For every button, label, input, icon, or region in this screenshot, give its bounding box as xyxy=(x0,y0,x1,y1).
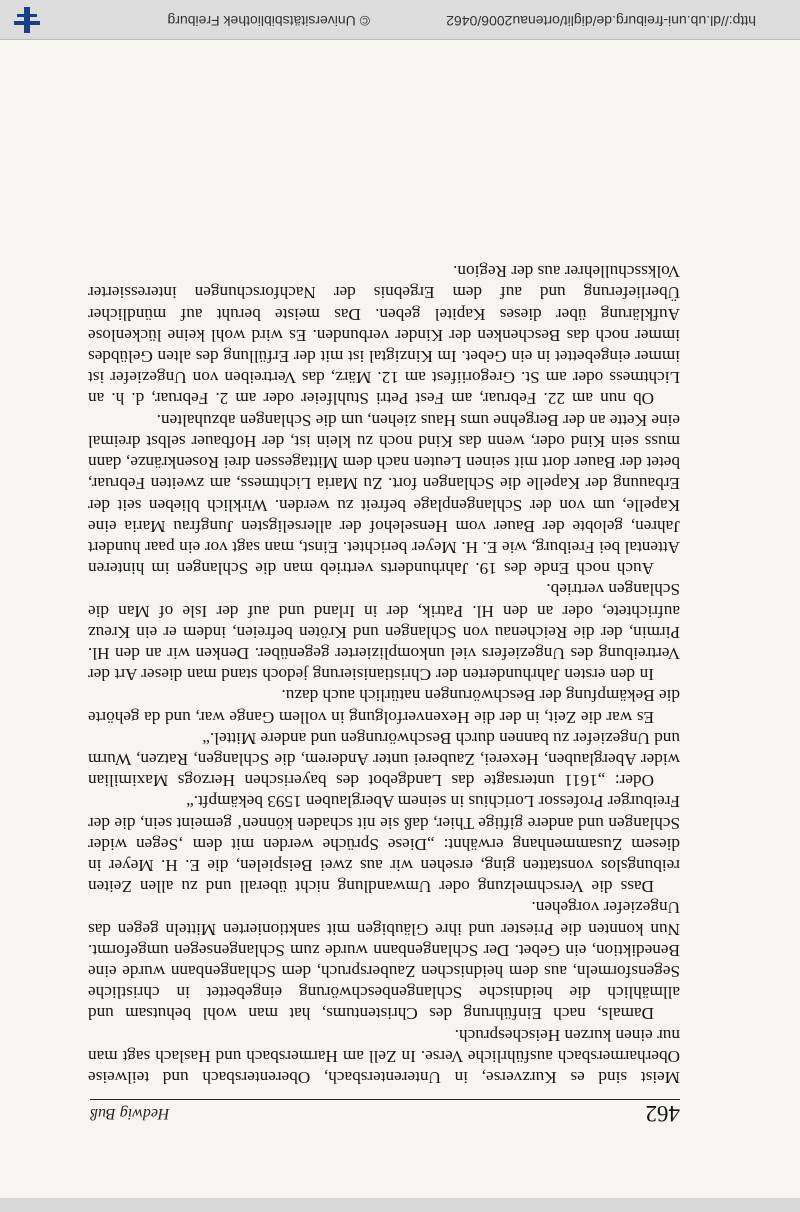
paragraph: Oder: „1611 untersagte das Landgebot des bayerischen Herzogs Maximilian wider Aberglauben, Hexerei, Zauberei unter Anderem, die Schlangen, Ratzen, Wurm und Ungeziefer zu bannen durch Beschwörungen und andere Mittel.“ xyxy=(88,728,680,791)
running-head xyxy=(90,1099,680,1126)
author-name: Hedwig Buß xyxy=(90,1105,170,1122)
paragraph: Dass die Verschmelzung oder Umwandlung nicht überall und zu allen Zeiten reibungslos vonstatten ging, ersehen wir aus zwei Beispielen, die E. H. Meyer in diesem Zusammenhang erwähnt: „Diese Sprüche werden mit dem ‚Segen wider Schlangen und andere giftige Thier, daß sie nit schaden können‘ gemeint sein, die der Freiburger Professor Lorichius in seinem Aberglauben 1593 bekämpft.“ xyxy=(88,792,680,897)
paragraph: Ob nun am 22. Februar, am Fest Petri Stuhlfeier oder am 2. Februar, d. h. an Lichtmess oder am St. Gregoriifest am 12. März, das Vertreiben von Ungeziefer ist immer eingebettet in ein Gebet. Im Kinzigtal ist mit der Erfüllung des alten Gelübdes immer noch das Beschenken der Kinder verbunden. Es wird wohl keine lückenlose Aufklärung über dieses Kapitel geben. Das meiste beruht auf mündlicher Überlieferung und auf dem Ergebnis der Nachforschungen interessierter Volksschullehrer aus der Region. xyxy=(88,262,680,409)
page-number: 462 xyxy=(645,1101,680,1126)
source-url[interactable]: http://dl.ub.uni-freiburg.de/diglit/ortenau2006/0462 xyxy=(446,13,756,29)
paragraph: Damals, nach Einführung des Christentums, hat man wohl behutsam und allmählich die heidnische Schlangenbeschwörung eingebettet in christliche Segensformeln, aus dem heidnischen Zauberspruch, dem Schlangenbann wurde eine Benediktion, ein Gebet. Der Schlangenbann wurde zum Schlangensegen umgeformt. Nun konnten die Priester und ihre Gläubigen mit sanktionierten Mitteln gegen das Ungeziefer vorgehen. xyxy=(88,898,680,1024)
paragraph: Meist sind es Kurzverse, in Unterentersbach, Oberentersbach und teilweise Oberharmersbach ausführliche Verse. In Zell am Harmersbach und Haslach sagt man nur einen kurzen Heischespruch. xyxy=(88,1025,680,1087)
body-text xyxy=(88,261,680,1088)
bottom-notice-bar xyxy=(0,1198,800,1212)
paragraph: Auch noch Ende des 19. Jahrhunderts vertrieb man die Schlangen im hinteren Attental bei Freiburg, wie E. H. Meyer berichtet. Einst, man sagt vor ein paar hundert Jahren, gelobte der Bauer vom Henselehof der allerseligsten Jungfrau Maria eine Kapelle, um von der Schlangenplage befreit zu werden. Wirklich blieben seit der Erbauung der Kapelle die Schlangen fort. Zu Maria Lichtmess, am zweiten Februar, betet der Bauer dort mit seinen Leuten nach dem Mittagessen drei Rosenkränze, dann muss sein Kind oder, wenn das Kind noch zu klein ist, der Hofbauer selbst dreimal eine Kette an der Bergehne ums Haus ziehen, um die Schlangen abzuhalten. xyxy=(88,410,680,579)
paragraph: Es war die Zeit, in der die Hexenverfolgung in vollem Gange war, und da gehörte die Bekämpfung der Beschwörungen natürlich auch dazu. xyxy=(88,686,680,727)
copyright-notice: © Universitätsbibliothek Freiburg xyxy=(167,13,370,29)
digitization-footer xyxy=(0,0,800,40)
paragraph: In den ersten Jahrhunderten der Christianisierung jedoch stand man dieser Art der Vertreibung des Ungeziefers viel unkomplizierter gegenüber. Denken wir an den Hl. Pirmin, der die Reichenau von Schlangen und Kröten befreien, indem er ein Kreuz aufrichtete, oder an den Hl. Patrik, der in Irland und auf der Isle of Man die Schlangen vertrieb. xyxy=(88,580,680,685)
library-logo-icon xyxy=(14,7,40,33)
